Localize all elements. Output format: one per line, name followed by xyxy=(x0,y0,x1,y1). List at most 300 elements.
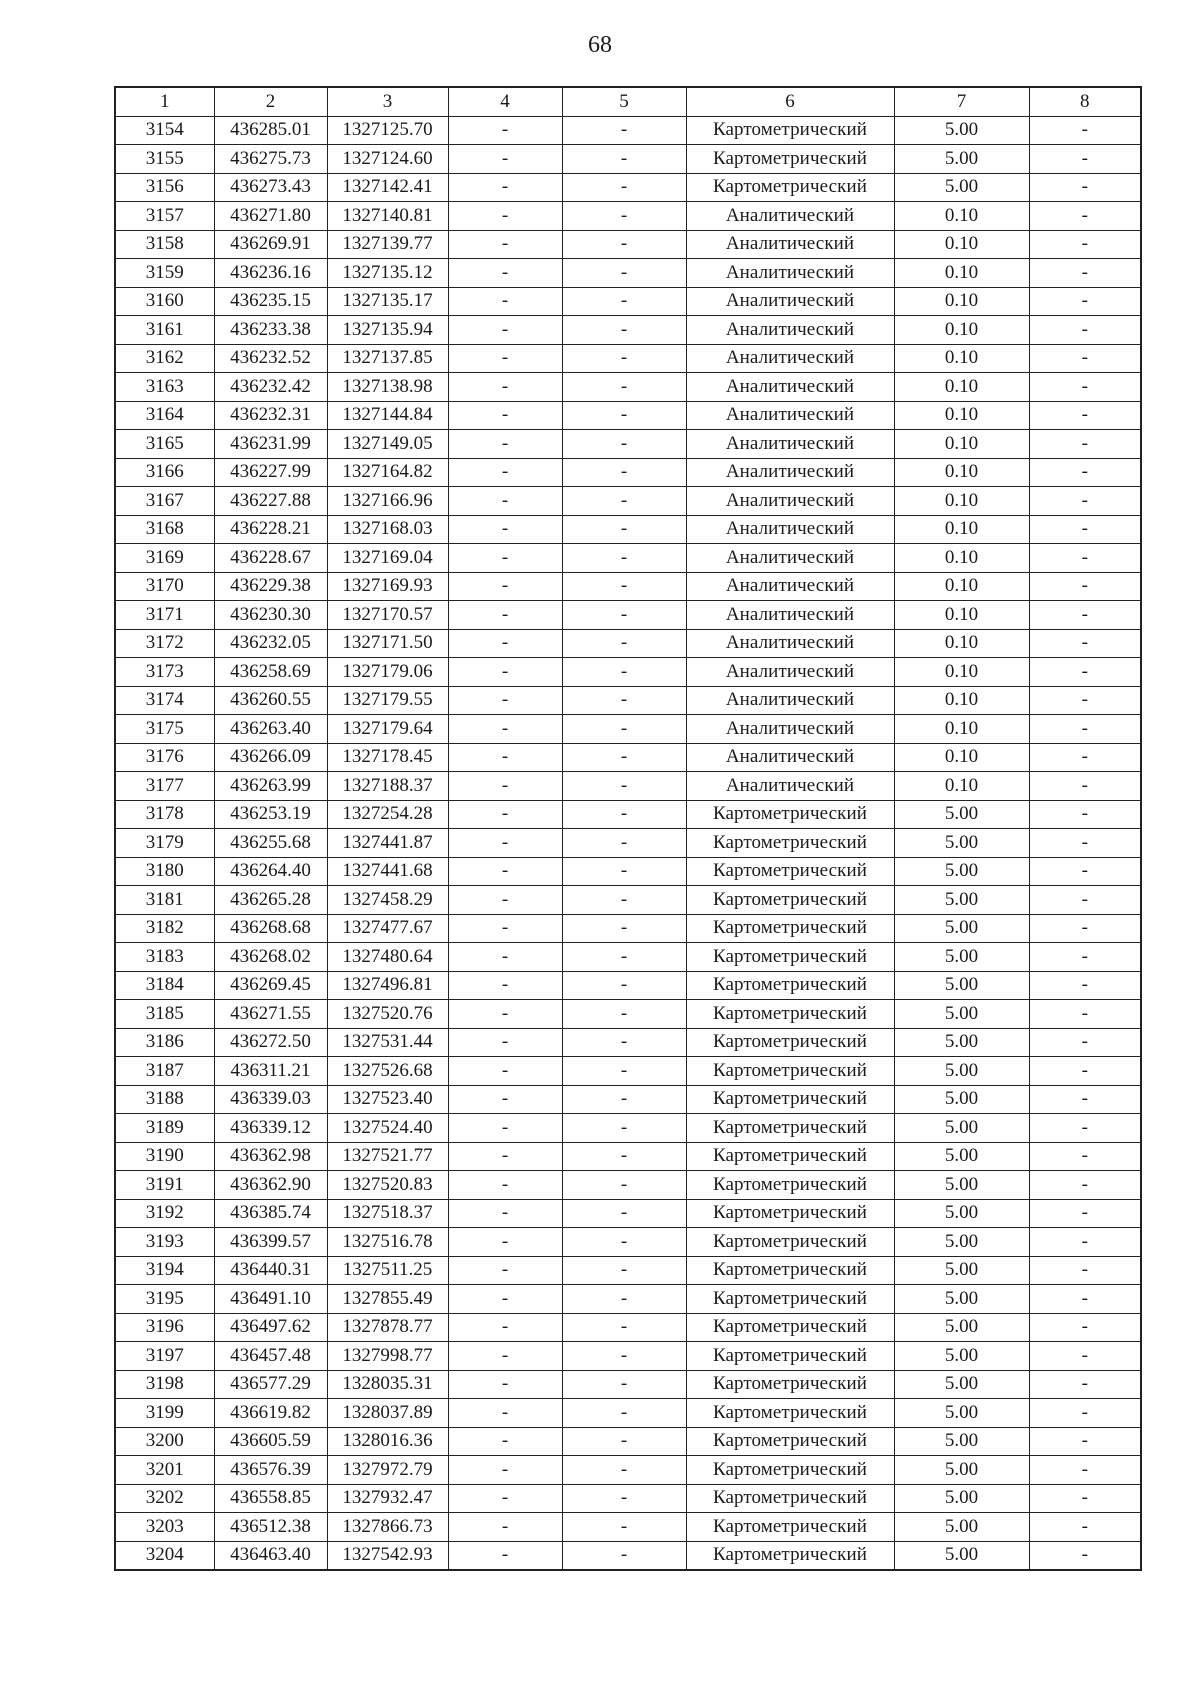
column-4-cell: - xyxy=(448,800,562,829)
y-coordinate-cell: 1327166.96 xyxy=(327,487,448,516)
column-5-cell: - xyxy=(562,1028,686,1057)
column-4-cell: - xyxy=(448,487,562,516)
point-number-cell: 3169 xyxy=(115,544,214,573)
accuracy-cell: 0.10 xyxy=(894,515,1029,544)
column-8-cell: - xyxy=(1029,686,1141,715)
accuracy-cell: 5.00 xyxy=(894,1057,1029,1086)
x-coordinate-cell: 436339.03 xyxy=(214,1085,327,1114)
x-coordinate-cell: 436230.30 xyxy=(214,601,327,630)
column-5-cell: - xyxy=(562,1142,686,1171)
method-cell: Картометрический xyxy=(686,1456,894,1485)
x-coordinate-cell: 436362.98 xyxy=(214,1142,327,1171)
column-5-cell: - xyxy=(562,1256,686,1285)
column-4-cell: - xyxy=(448,1228,562,1257)
column-header: 2 xyxy=(214,87,327,116)
table-row xyxy=(115,1399,1141,1428)
method-cell: Аналитический xyxy=(686,515,894,544)
table-row xyxy=(115,886,1141,915)
x-coordinate-cell: 436385.74 xyxy=(214,1199,327,1228)
accuracy-cell: 5.00 xyxy=(894,1541,1029,1570)
y-coordinate-cell: 1327972.79 xyxy=(327,1456,448,1485)
method-cell: Аналитический xyxy=(686,316,894,345)
column-8-cell: - xyxy=(1029,800,1141,829)
column-4-cell: - xyxy=(448,1456,562,1485)
column-8-cell: - xyxy=(1029,1085,1141,1114)
y-coordinate-cell: 1327998.77 xyxy=(327,1342,448,1371)
column-5-cell: - xyxy=(562,202,686,231)
column-4-cell: - xyxy=(448,316,562,345)
point-number-cell: 3176 xyxy=(115,743,214,772)
x-coordinate-cell: 436497.62 xyxy=(214,1313,327,1342)
y-coordinate-cell: 1327441.68 xyxy=(327,857,448,886)
column-4-cell: - xyxy=(448,1256,562,1285)
table-row xyxy=(115,715,1141,744)
point-number-cell: 3181 xyxy=(115,886,214,915)
method-cell: Картометрический xyxy=(686,971,894,1000)
y-coordinate-cell: 1327179.55 xyxy=(327,686,448,715)
y-coordinate-cell: 1327542.93 xyxy=(327,1541,448,1570)
column-8-cell: - xyxy=(1029,743,1141,772)
accuracy-cell: 0.10 xyxy=(894,629,1029,658)
y-coordinate-cell: 1327179.06 xyxy=(327,658,448,687)
table-row xyxy=(115,544,1141,573)
column-4-cell: - xyxy=(448,743,562,772)
method-cell: Аналитический xyxy=(686,772,894,801)
column-4-cell: - xyxy=(448,1199,562,1228)
column-4-cell: - xyxy=(448,259,562,288)
point-number-cell: 3202 xyxy=(115,1484,214,1513)
column-8-cell: - xyxy=(1029,515,1141,544)
accuracy-cell: 0.10 xyxy=(894,686,1029,715)
column-4-cell: - xyxy=(448,1171,562,1200)
method-cell: Аналитический xyxy=(686,544,894,573)
table-row xyxy=(115,772,1141,801)
column-5-cell: - xyxy=(562,173,686,202)
column-8-cell: - xyxy=(1029,943,1141,972)
x-coordinate-cell: 436233.38 xyxy=(214,316,327,345)
table-row xyxy=(115,515,1141,544)
y-coordinate-cell: 1327137.85 xyxy=(327,344,448,373)
column-8-cell: - xyxy=(1029,1456,1141,1485)
y-coordinate-cell: 1327520.83 xyxy=(327,1171,448,1200)
y-coordinate-cell: 1327932.47 xyxy=(327,1484,448,1513)
point-number-cell: 3197 xyxy=(115,1342,214,1371)
x-coordinate-cell: 436491.10 xyxy=(214,1285,327,1314)
x-coordinate-cell: 436339.12 xyxy=(214,1114,327,1143)
point-number-cell: 3201 xyxy=(115,1456,214,1485)
point-number-cell: 3191 xyxy=(115,1171,214,1200)
accuracy-cell: 0.10 xyxy=(894,401,1029,430)
point-number-cell: 3189 xyxy=(115,1114,214,1143)
accuracy-cell: 5.00 xyxy=(894,914,1029,943)
column-4-cell: - xyxy=(448,515,562,544)
column-8-cell: - xyxy=(1029,1313,1141,1342)
column-4-cell: - xyxy=(448,1313,562,1342)
column-4-cell: - xyxy=(448,287,562,316)
column-5-cell: - xyxy=(562,800,686,829)
y-coordinate-cell: 1327511.25 xyxy=(327,1256,448,1285)
column-5-cell: - xyxy=(562,116,686,145)
x-coordinate-cell: 436440.31 xyxy=(214,1256,327,1285)
point-number-cell: 3178 xyxy=(115,800,214,829)
point-number-cell: 3155 xyxy=(115,145,214,174)
accuracy-cell: 5.00 xyxy=(894,1142,1029,1171)
x-coordinate-cell: 436236.16 xyxy=(214,259,327,288)
x-coordinate-cell: 436266.09 xyxy=(214,743,327,772)
table-row xyxy=(115,373,1141,402)
x-coordinate-cell: 436227.99 xyxy=(214,458,327,487)
page-number: 68 xyxy=(588,32,612,58)
table-row xyxy=(115,629,1141,658)
point-number-cell: 3184 xyxy=(115,971,214,1000)
accuracy-cell: 0.10 xyxy=(894,373,1029,402)
table-row xyxy=(115,1256,1141,1285)
column-4-cell: - xyxy=(448,230,562,259)
accuracy-cell: 5.00 xyxy=(894,1199,1029,1228)
table-row xyxy=(115,316,1141,345)
column-8-cell: - xyxy=(1029,259,1141,288)
table-row xyxy=(115,1427,1141,1456)
column-8-cell: - xyxy=(1029,487,1141,516)
column-4-cell: - xyxy=(448,544,562,573)
x-coordinate-cell: 436273.43 xyxy=(214,173,327,202)
method-cell: Аналитический xyxy=(686,743,894,772)
column-5-cell: - xyxy=(562,145,686,174)
y-coordinate-cell: 1327254.28 xyxy=(327,800,448,829)
x-coordinate-cell: 436228.67 xyxy=(214,544,327,573)
accuracy-cell: 5.00 xyxy=(894,1456,1029,1485)
point-number-cell: 3188 xyxy=(115,1085,214,1114)
y-coordinate-cell: 1327178.45 xyxy=(327,743,448,772)
column-8-cell: - xyxy=(1029,173,1141,202)
column-5-cell: - xyxy=(562,458,686,487)
column-5-cell: - xyxy=(562,1456,686,1485)
table-row xyxy=(115,1114,1141,1143)
column-5-cell: - xyxy=(562,629,686,658)
y-coordinate-cell: 1327124.60 xyxy=(327,145,448,174)
column-5-cell: - xyxy=(562,943,686,972)
x-coordinate-cell: 436269.45 xyxy=(214,971,327,1000)
method-cell: Аналитический xyxy=(686,287,894,316)
table-row xyxy=(115,914,1141,943)
column-5-cell: - xyxy=(562,829,686,858)
column-5-cell: - xyxy=(562,515,686,544)
method-cell: Аналитический xyxy=(686,430,894,459)
accuracy-cell: 0.10 xyxy=(894,230,1029,259)
x-coordinate-cell: 436228.21 xyxy=(214,515,327,544)
table-row xyxy=(115,1228,1141,1257)
column-5-cell: - xyxy=(562,572,686,601)
point-number-cell: 3179 xyxy=(115,829,214,858)
method-cell: Аналитический xyxy=(686,458,894,487)
x-coordinate-cell: 436577.29 xyxy=(214,1370,327,1399)
table-row xyxy=(115,430,1141,459)
y-coordinate-cell: 1327496.81 xyxy=(327,971,448,1000)
column-4-cell: - xyxy=(448,686,562,715)
column-8-cell: - xyxy=(1029,1513,1141,1542)
table-row xyxy=(115,458,1141,487)
accuracy-cell: 5.00 xyxy=(894,886,1029,915)
column-8-cell: - xyxy=(1029,1285,1141,1314)
column-4-cell: - xyxy=(448,1427,562,1456)
point-number-cell: 3187 xyxy=(115,1057,214,1086)
point-number-cell: 3161 xyxy=(115,316,214,345)
column-5-cell: - xyxy=(562,430,686,459)
y-coordinate-cell: 1327458.29 xyxy=(327,886,448,915)
point-number-cell: 3196 xyxy=(115,1313,214,1342)
column-5-cell: - xyxy=(562,1057,686,1086)
column-4-cell: - xyxy=(448,1114,562,1143)
column-8-cell: - xyxy=(1029,230,1141,259)
y-coordinate-cell: 1327149.05 xyxy=(327,430,448,459)
column-5-cell: - xyxy=(562,401,686,430)
point-number-cell: 3195 xyxy=(115,1285,214,1314)
y-coordinate-cell: 1327188.37 xyxy=(327,772,448,801)
column-8-cell: - xyxy=(1029,1256,1141,1285)
table-row xyxy=(115,202,1141,231)
y-coordinate-cell: 1327523.40 xyxy=(327,1085,448,1114)
y-coordinate-cell: 1327164.82 xyxy=(327,458,448,487)
column-4-cell: - xyxy=(448,1285,562,1314)
column-5-cell: - xyxy=(562,1427,686,1456)
table-row xyxy=(115,1285,1141,1314)
x-coordinate-cell: 436272.50 xyxy=(214,1028,327,1057)
column-8-cell: - xyxy=(1029,1171,1141,1200)
method-cell: Картометрический xyxy=(686,1427,894,1456)
column-5-cell: - xyxy=(562,1114,686,1143)
column-8-cell: - xyxy=(1029,1370,1141,1399)
column-4-cell: - xyxy=(448,1370,562,1399)
y-coordinate-cell: 1327878.77 xyxy=(327,1313,448,1342)
method-cell: Картометрический xyxy=(686,1228,894,1257)
column-8-cell: - xyxy=(1029,658,1141,687)
y-coordinate-cell: 1327518.37 xyxy=(327,1199,448,1228)
column-5-cell: - xyxy=(562,1085,686,1114)
y-coordinate-cell: 1327140.81 xyxy=(327,202,448,231)
column-5-cell: - xyxy=(562,1171,686,1200)
method-cell: Картометрический xyxy=(686,1000,894,1029)
table-row xyxy=(115,344,1141,373)
point-number-cell: 3174 xyxy=(115,686,214,715)
accuracy-cell: 0.10 xyxy=(894,458,1029,487)
accuracy-cell: 0.10 xyxy=(894,658,1029,687)
column-4-cell: - xyxy=(448,430,562,459)
x-coordinate-cell: 436227.88 xyxy=(214,487,327,516)
accuracy-cell: 5.00 xyxy=(894,1313,1029,1342)
point-number-cell: 3156 xyxy=(115,173,214,202)
table-row xyxy=(115,1313,1141,1342)
column-8-cell: - xyxy=(1029,1342,1141,1371)
accuracy-cell: 5.00 xyxy=(894,173,1029,202)
method-cell: Аналитический xyxy=(686,202,894,231)
point-number-cell: 3160 xyxy=(115,287,214,316)
y-coordinate-cell: 1327866.73 xyxy=(327,1513,448,1542)
point-number-cell: 3200 xyxy=(115,1427,214,1456)
column-5-cell: - xyxy=(562,287,686,316)
column-5-cell: - xyxy=(562,971,686,1000)
method-cell: Картометрический xyxy=(686,173,894,202)
column-8-cell: - xyxy=(1029,544,1141,573)
x-coordinate-cell: 436255.68 xyxy=(214,829,327,858)
method-cell: Аналитический xyxy=(686,686,894,715)
point-number-cell: 3175 xyxy=(115,715,214,744)
column-5-cell: - xyxy=(562,743,686,772)
y-coordinate-cell: 1327135.94 xyxy=(327,316,448,345)
x-coordinate-cell: 436232.52 xyxy=(214,344,327,373)
table-row xyxy=(115,658,1141,687)
column-header: 3 xyxy=(327,87,448,116)
point-number-cell: 3157 xyxy=(115,202,214,231)
y-coordinate-cell: 1327441.87 xyxy=(327,829,448,858)
y-coordinate-cell: 1327855.49 xyxy=(327,1285,448,1314)
column-8-cell: - xyxy=(1029,572,1141,601)
column-8-cell: - xyxy=(1029,829,1141,858)
method-cell: Картометрический xyxy=(686,1484,894,1513)
x-coordinate-cell: 436463.40 xyxy=(214,1541,327,1570)
column-8-cell: - xyxy=(1029,601,1141,630)
column-header: 5 xyxy=(562,87,686,116)
point-number-cell: 3162 xyxy=(115,344,214,373)
column-4-cell: - xyxy=(448,173,562,202)
column-4-cell: - xyxy=(448,1513,562,1542)
column-4-cell: - xyxy=(448,886,562,915)
point-number-cell: 3199 xyxy=(115,1399,214,1428)
table-row xyxy=(115,173,1141,202)
column-header: 6 xyxy=(686,87,894,116)
point-number-cell: 3182 xyxy=(115,914,214,943)
column-4-cell: - xyxy=(448,1028,562,1057)
x-coordinate-cell: 436260.55 xyxy=(214,686,327,715)
table-row xyxy=(115,116,1141,145)
table-row xyxy=(115,1541,1141,1570)
method-cell: Аналитический xyxy=(686,658,894,687)
table-row xyxy=(115,1342,1141,1371)
x-coordinate-cell: 436457.48 xyxy=(214,1342,327,1371)
table-body xyxy=(115,116,1141,1570)
method-cell: Аналитический xyxy=(686,401,894,430)
table-row xyxy=(115,1057,1141,1086)
method-cell: Картометрический xyxy=(686,1085,894,1114)
table-row xyxy=(115,686,1141,715)
accuracy-cell: 5.00 xyxy=(894,1513,1029,1542)
column-4-cell: - xyxy=(448,458,562,487)
column-8-cell: - xyxy=(1029,857,1141,886)
accuracy-cell: 0.10 xyxy=(894,430,1029,459)
x-coordinate-cell: 436576.39 xyxy=(214,1456,327,1485)
y-coordinate-cell: 1328037.89 xyxy=(327,1399,448,1428)
x-coordinate-cell: 436558.85 xyxy=(214,1484,327,1513)
column-8-cell: - xyxy=(1029,1057,1141,1086)
point-number-cell: 3167 xyxy=(115,487,214,516)
column-8-cell: - xyxy=(1029,629,1141,658)
table-row xyxy=(115,943,1141,972)
column-5-cell: - xyxy=(562,886,686,915)
y-coordinate-cell: 1327139.77 xyxy=(327,230,448,259)
column-5-cell: - xyxy=(562,1342,686,1371)
column-4-cell: - xyxy=(448,601,562,630)
column-4-cell: - xyxy=(448,1484,562,1513)
table-row xyxy=(115,401,1141,430)
method-cell: Картометрический xyxy=(686,1370,894,1399)
column-8-cell: - xyxy=(1029,1000,1141,1029)
method-cell: Картометрический xyxy=(686,857,894,886)
column-5-cell: - xyxy=(562,259,686,288)
column-5-cell: - xyxy=(562,1285,686,1314)
table-row xyxy=(115,259,1141,288)
method-cell: Картометрический xyxy=(686,1313,894,1342)
point-number-cell: 3177 xyxy=(115,772,214,801)
table-row xyxy=(115,800,1141,829)
accuracy-cell: 5.00 xyxy=(894,1114,1029,1143)
point-number-cell: 3190 xyxy=(115,1142,214,1171)
method-cell: Картометрический xyxy=(686,1399,894,1428)
point-number-cell: 3194 xyxy=(115,1256,214,1285)
accuracy-cell: 0.10 xyxy=(894,344,1029,373)
column-5-cell: - xyxy=(562,658,686,687)
column-4-cell: - xyxy=(448,373,562,402)
column-8-cell: - xyxy=(1029,458,1141,487)
column-4-cell: - xyxy=(448,829,562,858)
point-number-cell: 3168 xyxy=(115,515,214,544)
column-8-cell: - xyxy=(1029,886,1141,915)
column-8-cell: - xyxy=(1029,914,1141,943)
column-4-cell: - xyxy=(448,572,562,601)
column-8-cell: - xyxy=(1029,287,1141,316)
x-coordinate-cell: 436269.91 xyxy=(214,230,327,259)
y-coordinate-cell: 1327480.64 xyxy=(327,943,448,972)
accuracy-cell: 5.00 xyxy=(894,1171,1029,1200)
column-8-cell: - xyxy=(1029,1028,1141,1057)
accuracy-cell: 5.00 xyxy=(894,1085,1029,1114)
point-number-cell: 3180 xyxy=(115,857,214,886)
accuracy-cell: 5.00 xyxy=(894,943,1029,972)
table-row xyxy=(115,1370,1141,1399)
point-number-cell: 3203 xyxy=(115,1513,214,1542)
method-cell: Картометрический xyxy=(686,800,894,829)
x-coordinate-cell: 436268.68 xyxy=(214,914,327,943)
column-4-cell: - xyxy=(448,1142,562,1171)
y-coordinate-cell: 1327171.50 xyxy=(327,629,448,658)
y-coordinate-cell: 1327520.76 xyxy=(327,1000,448,1029)
x-coordinate-cell: 436263.99 xyxy=(214,772,327,801)
accuracy-cell: 5.00 xyxy=(894,1427,1029,1456)
method-cell: Картометрический xyxy=(686,914,894,943)
accuracy-cell: 5.00 xyxy=(894,1028,1029,1057)
column-header: 7 xyxy=(894,87,1029,116)
column-5-cell: - xyxy=(562,1228,686,1257)
method-cell: Картометрический xyxy=(686,943,894,972)
x-coordinate-cell: 436232.05 xyxy=(214,629,327,658)
column-8-cell: - xyxy=(1029,344,1141,373)
column-5-cell: - xyxy=(562,1370,686,1399)
y-coordinate-cell: 1327531.44 xyxy=(327,1028,448,1057)
x-coordinate-cell: 436271.55 xyxy=(214,1000,327,1029)
column-4-cell: - xyxy=(448,344,562,373)
table-row xyxy=(115,1000,1141,1029)
method-cell: Аналитический xyxy=(686,344,894,373)
table-row xyxy=(115,1513,1141,1542)
point-number-cell: 3154 xyxy=(115,116,214,145)
accuracy-cell: 5.00 xyxy=(894,800,1029,829)
column-8-cell: - xyxy=(1029,1427,1141,1456)
table-row xyxy=(115,601,1141,630)
x-coordinate-cell: 436264.40 xyxy=(214,857,327,886)
column-8-cell: - xyxy=(1029,116,1141,145)
column-5-cell: - xyxy=(562,230,686,259)
point-number-cell: 3166 xyxy=(115,458,214,487)
column-5-cell: - xyxy=(562,544,686,573)
x-coordinate-cell: 436311.21 xyxy=(214,1057,327,1086)
